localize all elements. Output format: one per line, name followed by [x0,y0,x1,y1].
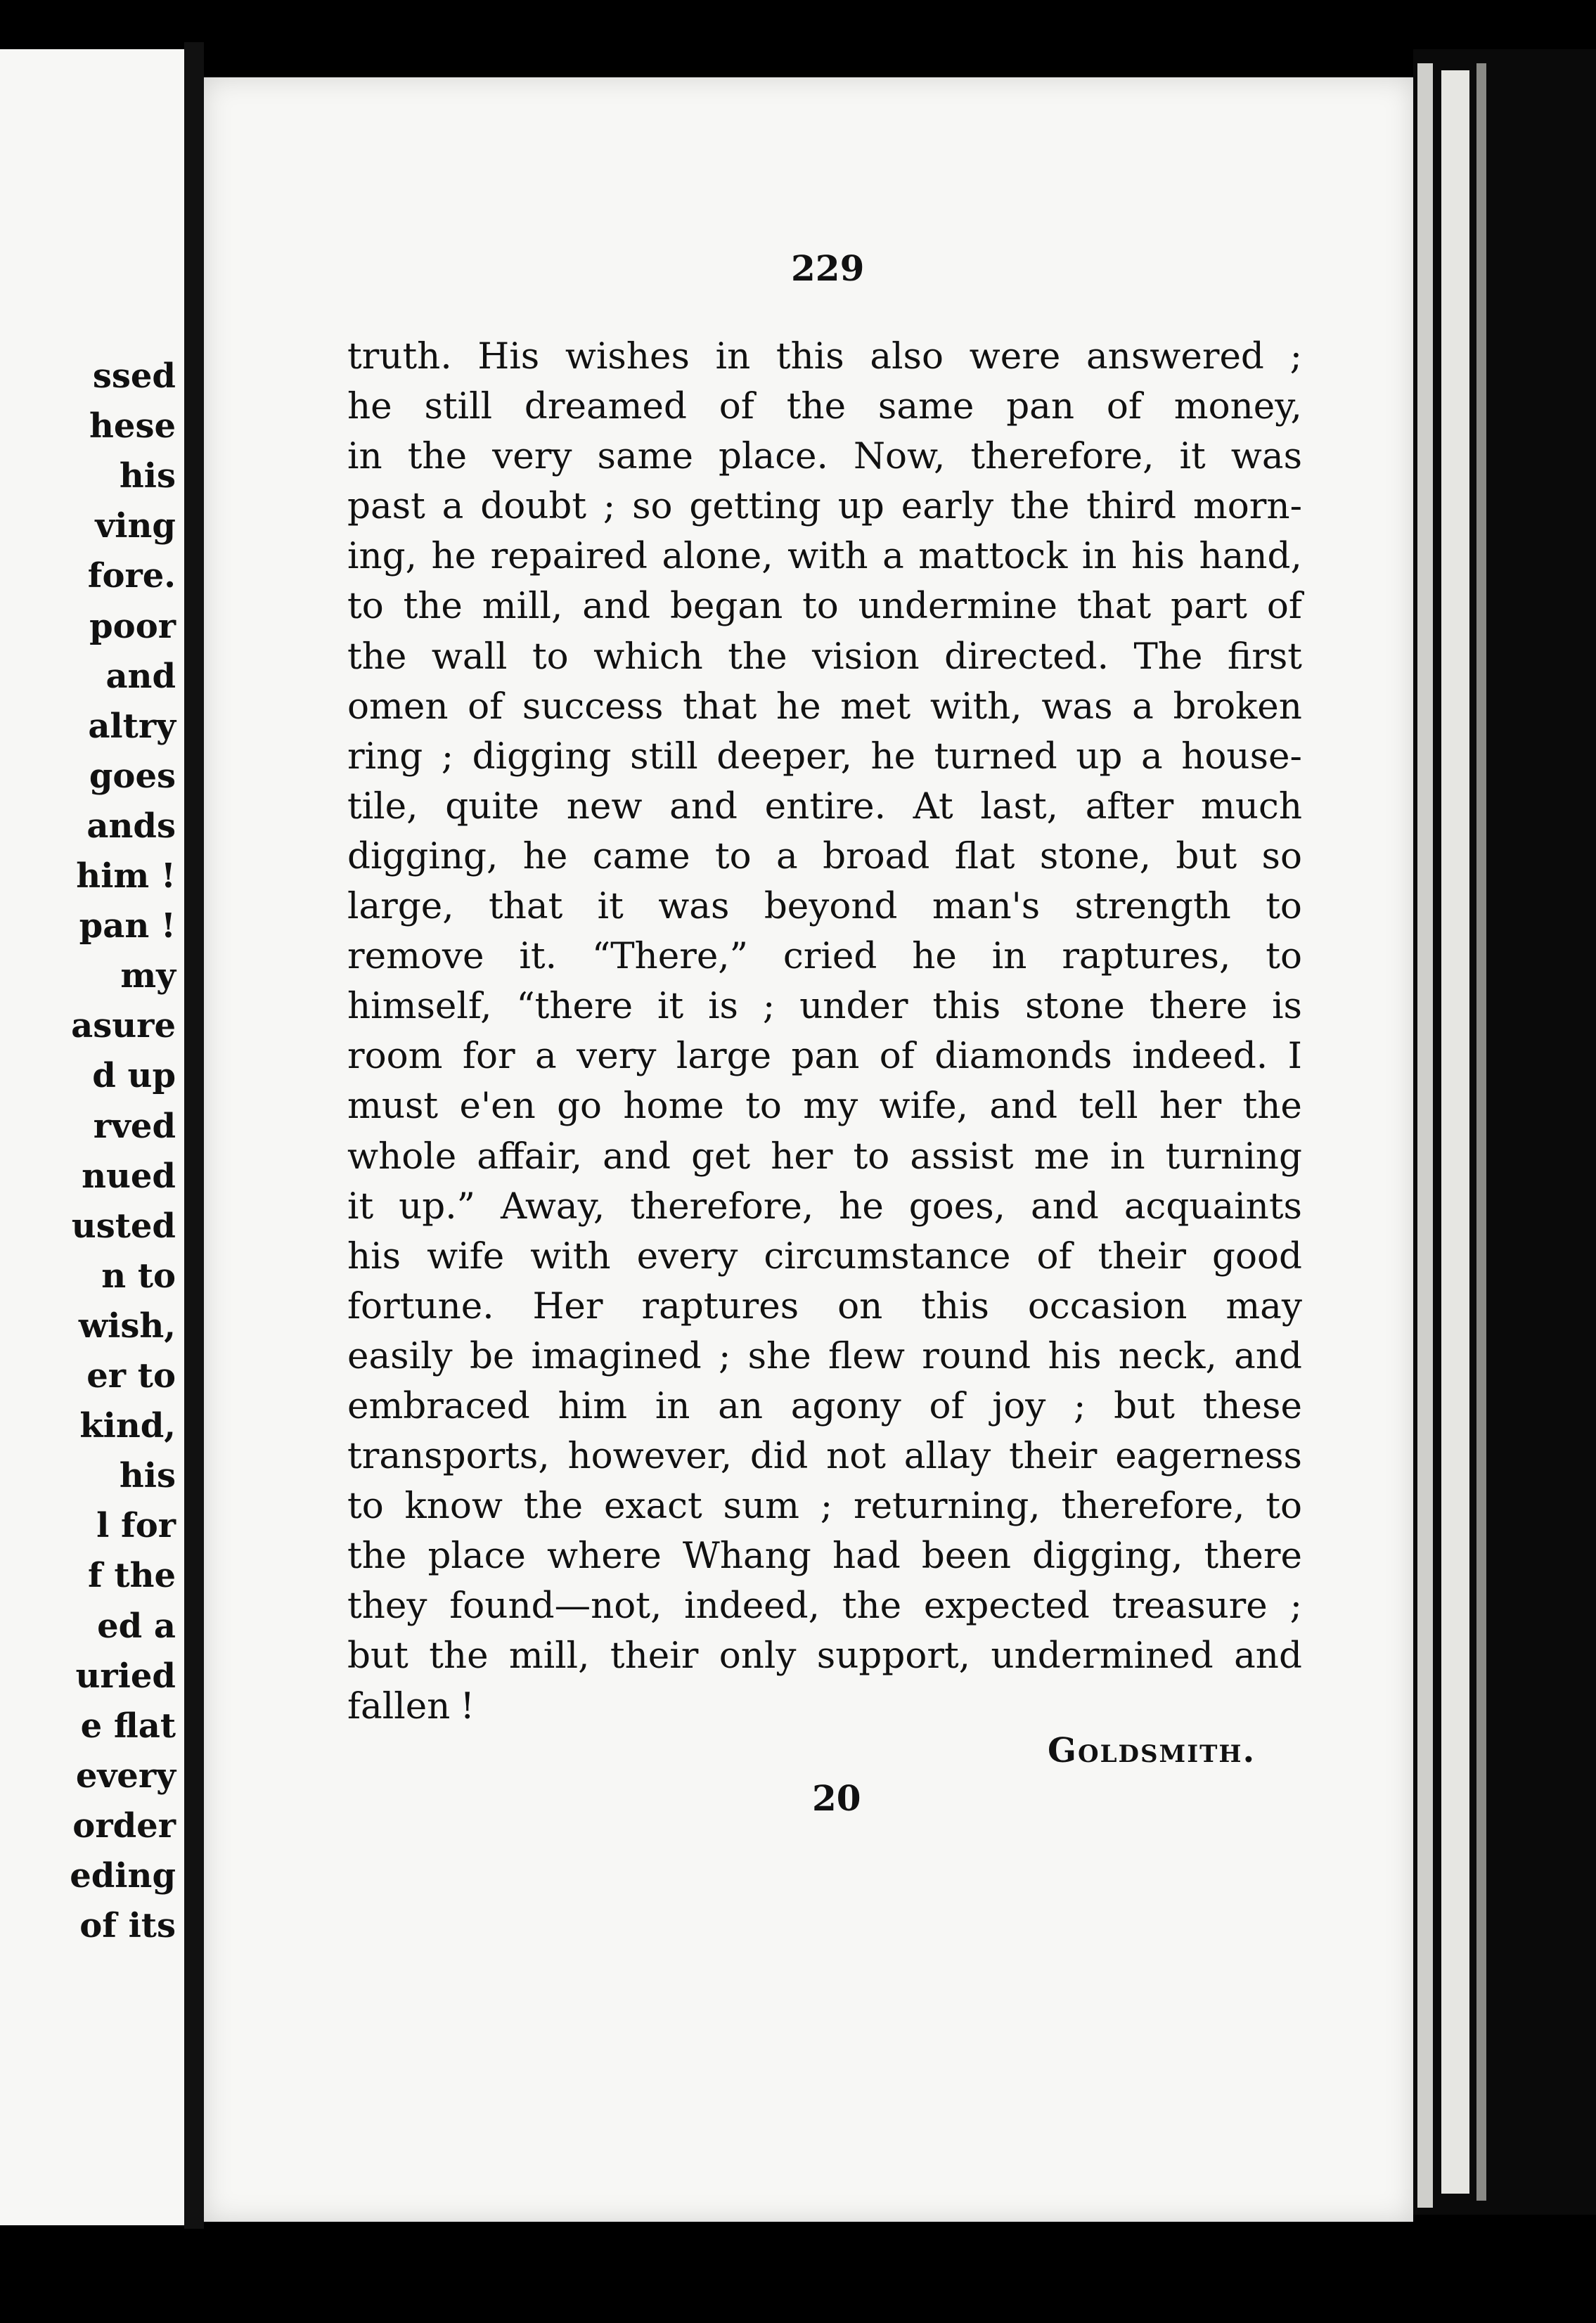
book-edge [1413,49,1596,2215]
left-page-fragment: n to [101,1256,176,1296]
text-line: large, that it was beyond man's strength to [347,885,1302,928]
text-line: embraced him in an agony of joy ; but these [347,1384,1302,1427]
left-page-fragment: fore. [87,556,176,596]
left-page-fragment: usted [71,1206,176,1246]
text-line: ing, he repaired alone, with a mattock in his hand, [347,535,1302,578]
text-line: must e'en go home to my wife, and tell her the [347,1085,1302,1128]
left-page-fragment: kind, [79,1406,176,1446]
text-line: his wife with every circumstance of their good [347,1235,1302,1278]
body-text [347,332,1302,1732]
left-page-fragment: uried [75,1656,176,1696]
text-line: himself, “there it is ; under this stone there is [347,985,1302,1028]
text-line: he still dreamed of the same pan of money, [347,385,1302,428]
text-line: fortune. Her raptures on this occasion may [347,1285,1302,1327]
left-page-fragment: altry [88,706,176,746]
left-page-fragment: poor [89,606,176,646]
left-page-fragment: f the [88,1556,176,1596]
left-page-fragment: wish, [78,1306,176,1346]
printer-signature-mark: 20 [812,1777,861,1819]
book-gutter [184,42,204,2229]
text-line: fallen ! [347,1685,475,1727]
left-page-fragment: ed a [97,1606,176,1646]
page-number: 229 [791,247,865,289]
left-page-fragment: hese [89,406,176,446]
text-line: they found—not, indeed, the expected treasure ; [347,1585,1302,1628]
left-page-fragment: his [119,1456,176,1496]
author-attribution: Goldsmith. [1048,1731,1256,1770]
left-page-fragment: ving [95,506,176,546]
text-line: but the mill, their only support, undermined and [347,1635,1302,1678]
text-line: remove it. “There,” cried he in raptures, to [347,935,1302,978]
left-page-text-fragments [0,352,184,1969]
text-line: tile, quite new and entire. At last, after much [347,785,1302,828]
text-line: digging, he came to a broad flat stone, but so [347,835,1302,877]
left-page-fragment: eding [70,1856,176,1896]
text-line: the wall to which the vision directed. The first [347,635,1302,678]
text-line: it up.” Away, therefore, he goes, and acquaints [347,1185,1302,1228]
left-page-fragment: pan ! [79,906,176,946]
left-page-fragment: nued [82,1156,176,1196]
text-line: to know the exact sum ; returning, therefore, to [347,1485,1302,1528]
left-page-fragment: and [105,656,176,696]
left-page-fragment: of its [79,1906,176,1946]
page-edge-strip [1476,63,1486,2201]
left-page-fragment: order [72,1806,176,1846]
text-line: truth. His wishes in this also were answered ; [347,335,1302,378]
left-page-fragment: rved [93,1106,176,1146]
left-page-fragment: him ! [76,856,176,896]
text-line: transports, however, did not allay their eagerness [347,1435,1302,1478]
text-line: past a doubt ; so getting up early the third morn- [347,485,1302,528]
left-page-fragment: er to [86,1356,176,1396]
text-line: the place where Whang had been digging, there [347,1535,1302,1578]
text-line: omen of success that he met with, was a broken [347,685,1302,728]
left-page-fragment: his [119,456,176,496]
left-page-fragment: d up [92,1056,176,1096]
left-page-fragment: asure [71,1006,176,1046]
left-page-fragment: l for [96,1506,176,1546]
text-line: ring ; digging still deeper, he turned up a house- [347,735,1302,778]
text-line: easily be imagined ; she flew round his neck, and [347,1334,1302,1377]
page-edge-strip [1441,70,1469,2194]
left-page-fragment: every [75,1756,176,1796]
left-page-fragment: ssed [92,356,176,396]
left-page-fragment: my [120,956,176,996]
text-line: room for a very large pan of diamonds indeed. I [347,1035,1302,1078]
text-line: to the mill, and began to undermine that part of [347,585,1302,628]
left-page-fragment: ands [86,806,176,846]
text-line: whole affair, and get her to assist me in turning [347,1135,1302,1178]
left-page-fragment: e flat [80,1706,176,1746]
text-line: in the very same place. Now, therefore, it was [347,435,1302,478]
left-page [0,49,184,2225]
left-page-fragment: goes [89,756,176,796]
page-edge-strip [1417,63,1433,2208]
